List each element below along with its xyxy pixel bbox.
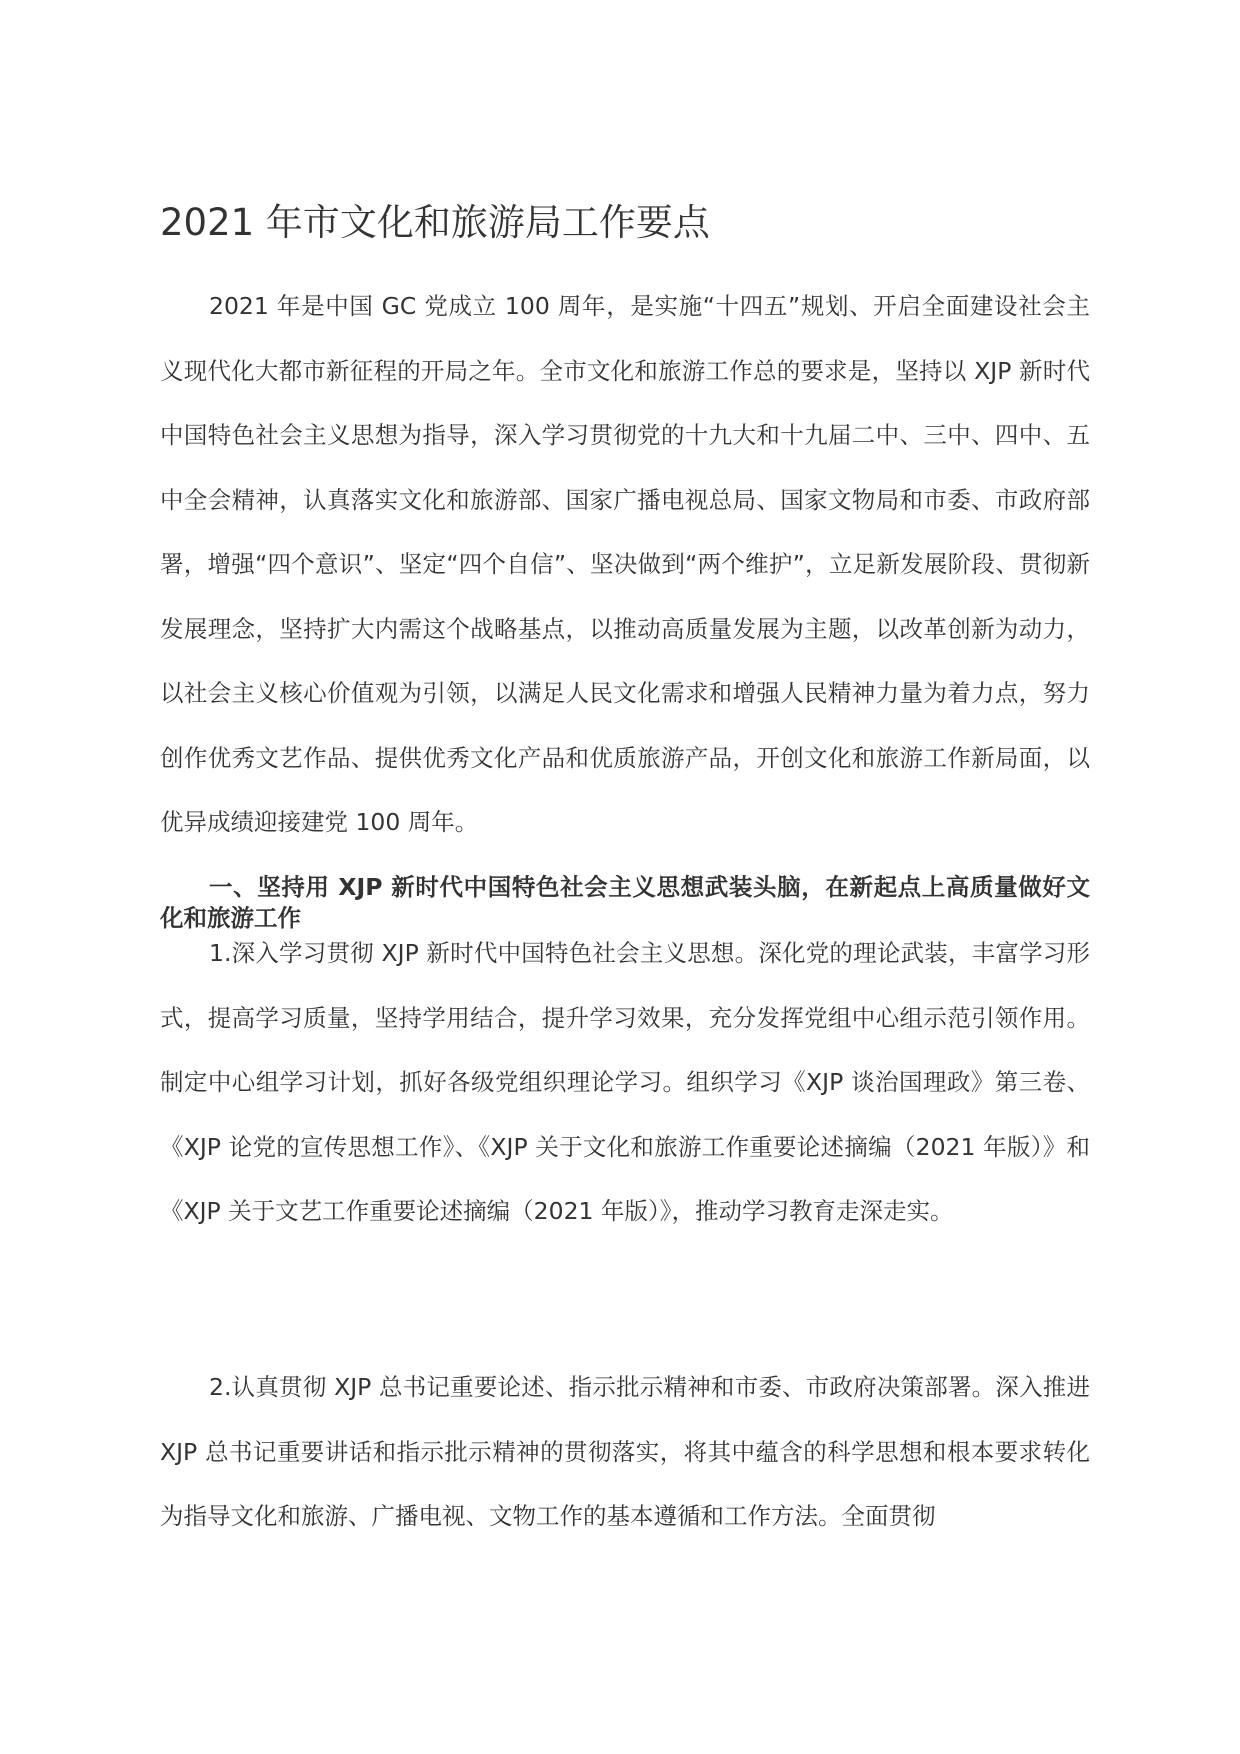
section-1-heading: 一、坚持用 XJP 新时代中国特色社会主义思想武装头脑，在新起点上高质量做好文化和旅游工作 — [160, 873, 1090, 932]
item-2-paragraph: 2.认真贯彻 XJP 总书记重要论述、指示批示精神和市委、市政府决策部署。深入推进 XJP 总书记重要讲话和指示批示精神的贯彻落实，将其中蕴含的科学思想和根本要求转化为指导文化和旅游、广播电视、文物工作的基本遵循和工作方法。全面贯彻 — [160, 1373, 1090, 1530]
intro-paragraph: 2021 年是中国 GC 党成立 100 周年，是实施“十四五”规划、开启全面建设社会主义现代化大都市新征程的开局之年。全市文化和旅游工作总的要求是，坚持以 XJP 新时代中国特色社会主义思想为指导，深入学习贯彻党的十九大和十九届二中、三中、四中、五中全会精神，认真落实文化和旅游部、国家广播电视总局、国家文物局和市委、市政府部署，增强“四个意识”、坚定“四个自信”、坚决做到“两个维护”，立足新发展阶段、贯彻新发展理念，坚持扩大内需这个战略基点，以推动高质量发展为主题，以改革创新为动力，以社会主义核心价值观为引领，以满足人民文化需求和增强人民精神力量为着力点，努力创作优秀文艺作品、提供优秀文化产品和优质旅游产品，开创文化和旅游工作新局面，以优异成绩迎接建党 100 周年。 — [160, 292, 1090, 836]
item-1-paragraph: 1.深入学习贯彻 XJP 新时代中国特色社会主义思想。深化党的理论武装，丰富学习形式，提高学习质量，坚持学用结合，提升学习效果，充分发挥党组中心组示范引领作用。制定中心组学习计划，抓好各级党组织理论学习。组织学习《XJP 谈治国理政》第三卷、《XJP 论党的宣传思想工作》、《XJP 关于文化和旅游工作重要论述摘编（2021 年版）》和《XJP 关于文艺工作重要论述摘编（2021 年版）》，推动学习教育走深走实。 — [160, 939, 1090, 1225]
document-title: 2021 年市文化和旅游局工作要点 — [160, 201, 710, 244]
